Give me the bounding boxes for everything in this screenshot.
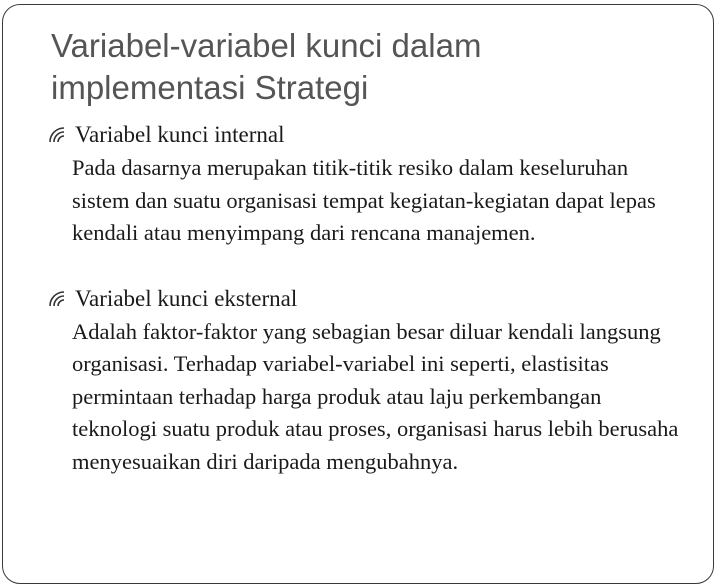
wifi-arc-bullet-icon bbox=[48, 290, 71, 308]
wifi-arc-bullet-icon bbox=[48, 126, 71, 144]
title-line-2: implementasi Strategi bbox=[51, 69, 369, 106]
bullet-internal bbox=[48, 118, 688, 250]
bullet-heading: Variabel kunci internal bbox=[75, 122, 285, 147]
slide-title bbox=[51, 25, 691, 109]
bullet-body: Adalah faktor-faktor yang sebagian besar diluar kendali langsung organisasi. Terhadap variabel-variabel ini seperti, elastisitas permintaan terhadap harga produk atau laju perkembangan teknologi suatu produk atau proses, organisasi harus lebih berusaha menyesuaikan diri daripada mengubahnya. bbox=[72, 318, 679, 474]
bullet-body: Pada dasarnya merupakan titik-titik resiko dalam keseluruhan sistem dan suatu organisasi tempat kegiatan-kegiatan dapat lepas kendali atau menyimpang dari rencana manajemen. bbox=[72, 155, 656, 245]
bullet-external bbox=[48, 282, 688, 479]
title-line-1: Variabel-variabel kunci dalam bbox=[51, 27, 482, 64]
bullet-heading: Variabel kunci eksternal bbox=[75, 285, 298, 311]
slide-content bbox=[48, 118, 688, 478]
